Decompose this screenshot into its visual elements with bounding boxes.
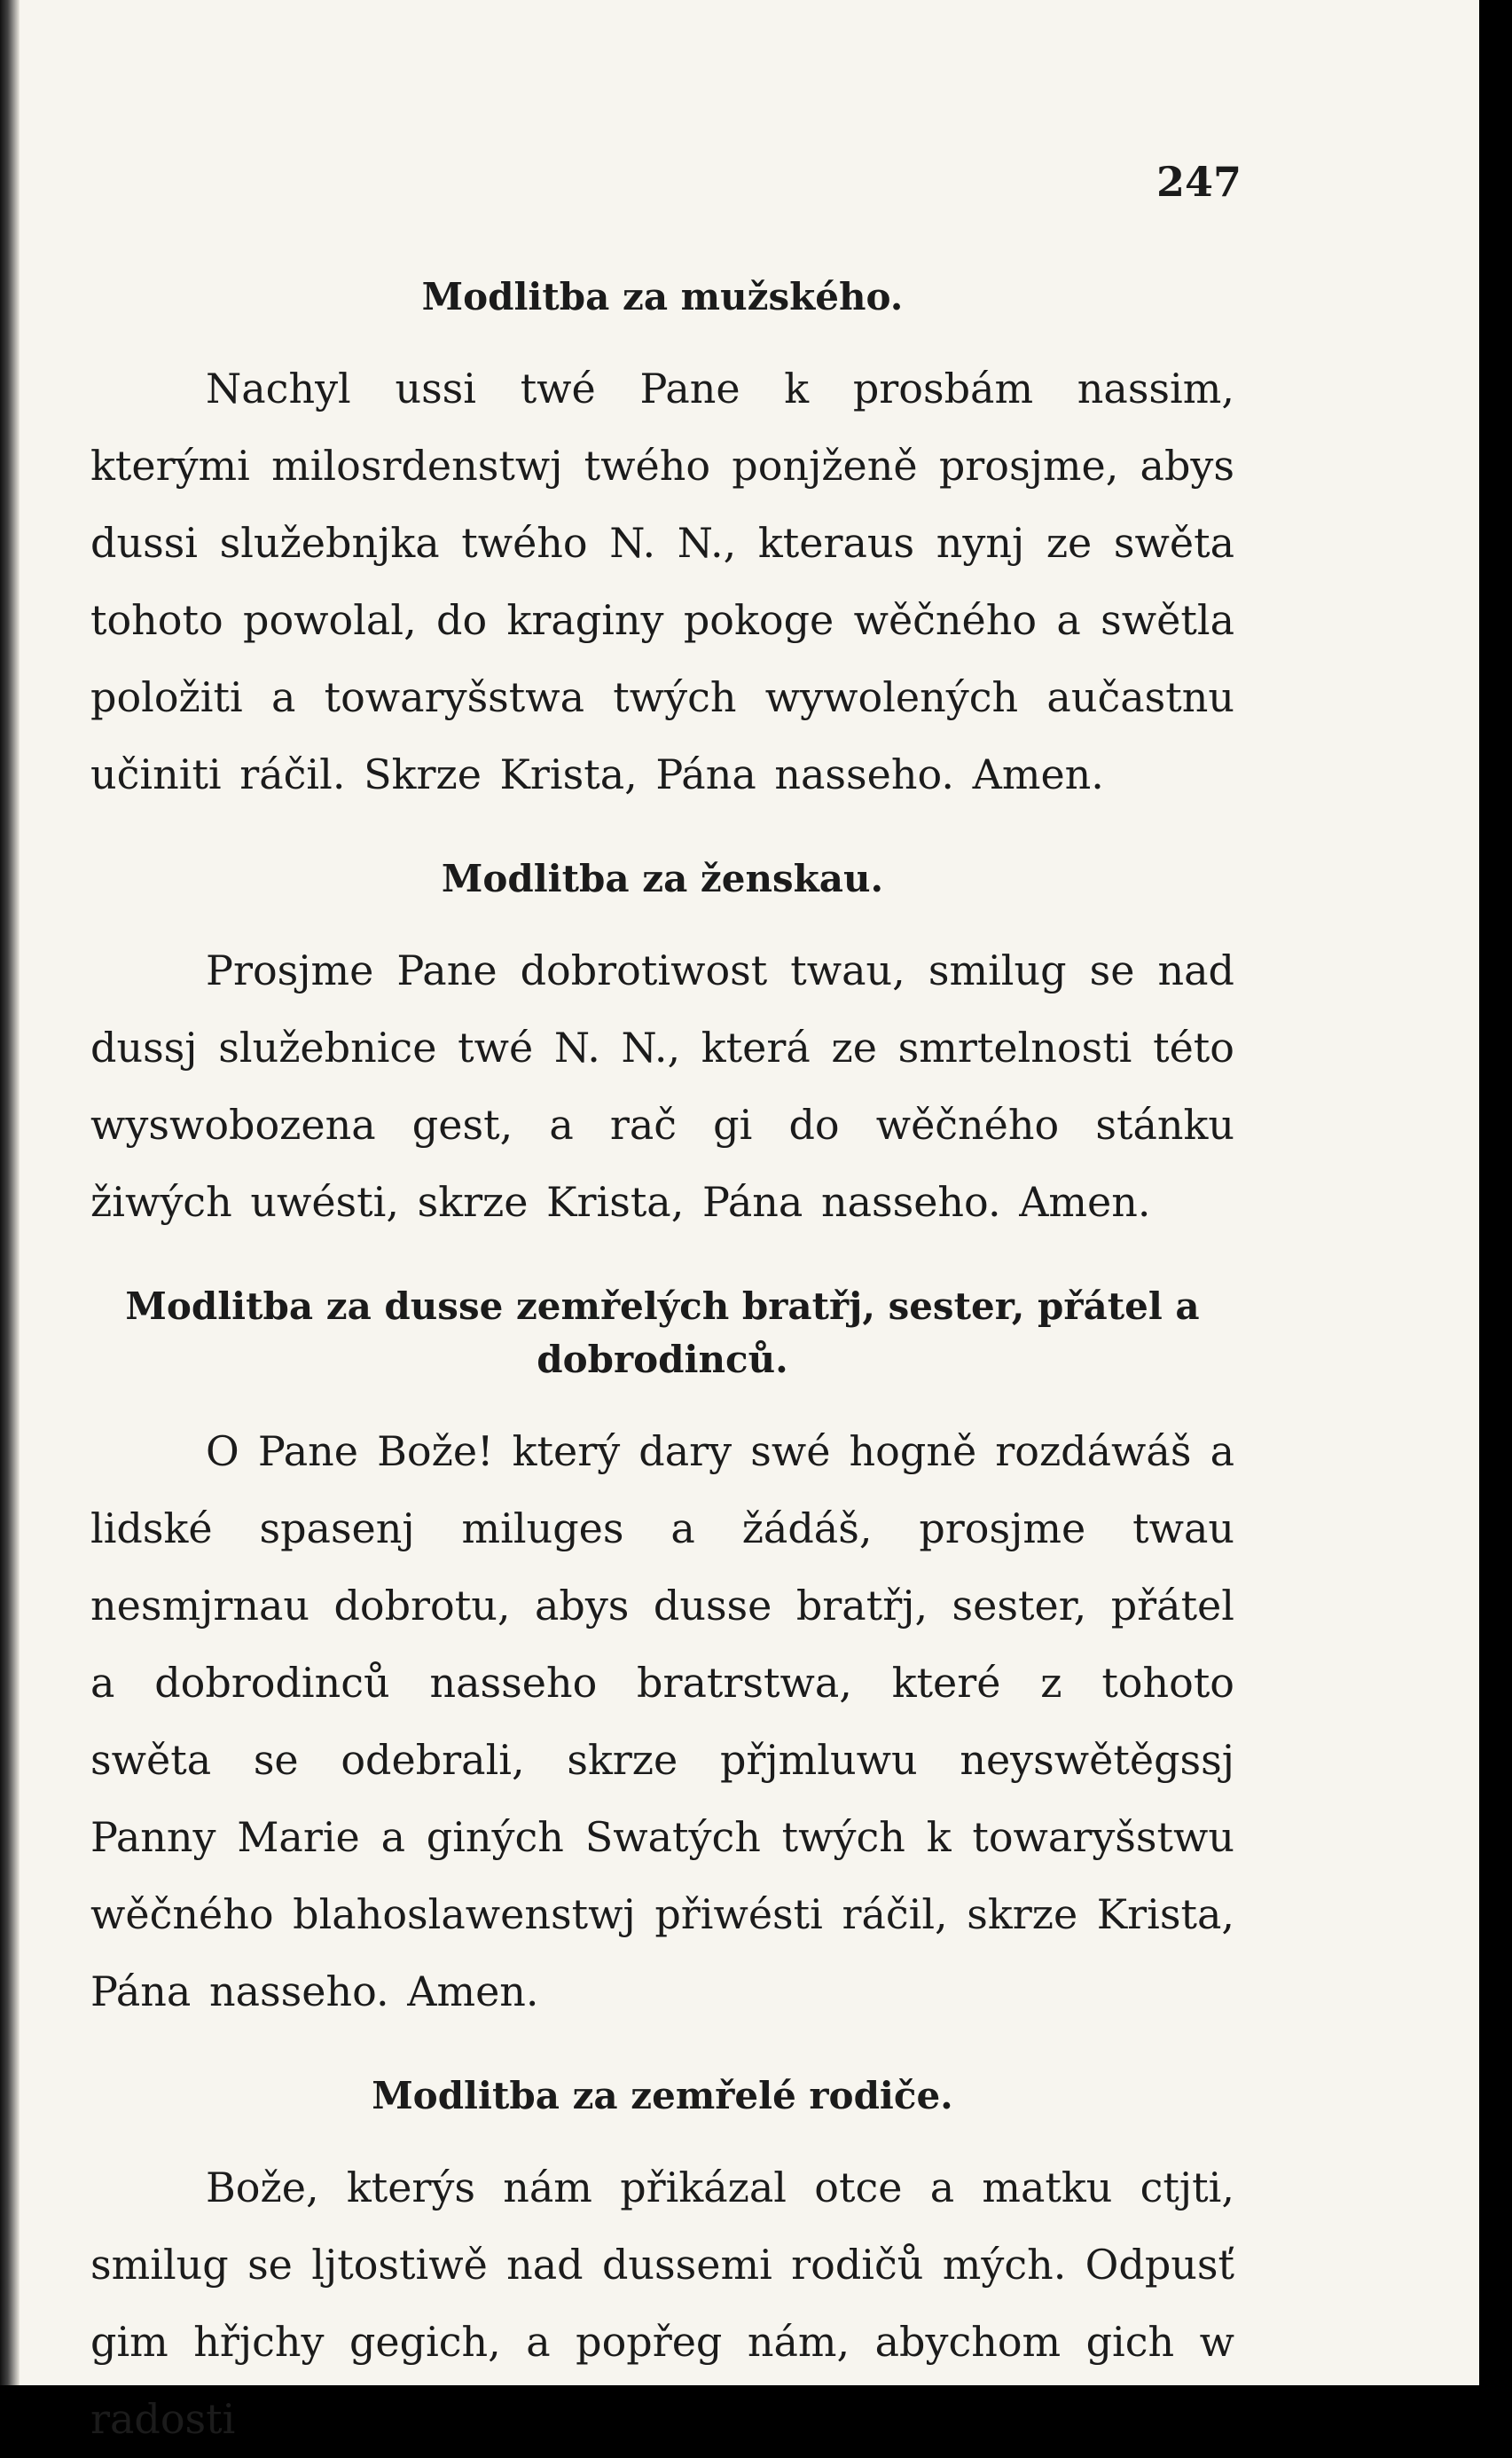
prayer-heading-male: Modlitba za mužského. xyxy=(421,275,904,318)
prayer-heading-brethren: Modlitba za dusse zemřelých bratřj, sester, přátel a dobrodinců. xyxy=(125,1284,1200,1381)
prayer-text-male: Nachyl ussi twé Pane k prosbám nassim, kterými milosrdenstwj twého ponjženě prosjme, abys dussi služebnjka twého N. N., kteraus nynj ze swěta tohoto powolal, do kraginy pokoge wěčného a swětla položiti a towaryšstwa twých wywolených aučastnu učiniti ráčil. Skrze Krista, Pána nasseho. Amen. xyxy=(90,365,1234,798)
page-binding-edge xyxy=(0,0,20,2385)
prayer-heading-parents: Modlitba za zemřelé rodiče. xyxy=(372,2074,953,2117)
page-body xyxy=(90,271,1234,2458)
prayer-text-female: Prosjme Pane dobrotiwost twau, smilug se nad dussj služebnice twé N. N., která ze smrtelnosti této wyswobozena gest, a rač gi do wěčného stánku žiwých uwésti, skrze Krista, Pána nasseho. Amen. xyxy=(90,946,1234,1226)
prayer-text-brethren: O Pane Bože! který dary swé hogně rozdáwáš a lidské spasenj miluges a žádáš, prosjme twau nesmjrnau dobrotu, abys dusse bratřj, sester, přátel a dobrodinců nasseho bratrstwa, které z tohoto swěta se odebrali, skrze přjmluwu neyswětěgssj Panny Marie a giných Swatých twých k towaryšstwu wěčného blahoslawenstwj přiwésti ráčil, skrze Krista, Pána nasseho. Amen. xyxy=(90,1427,1234,2015)
prayer-text-parents: Bože, kterýs nám přikázal otce a matku ctjti, smilug se ljtostiwě nad dussemi rodičů mých. Odpusť gim hřjchy gegich, a popřeg nám, abychom gich w radosti xyxy=(90,2164,1234,2443)
page-number: 247 xyxy=(1156,158,1242,206)
prayer-heading-female: Modlitba za ženskau. xyxy=(441,857,884,900)
